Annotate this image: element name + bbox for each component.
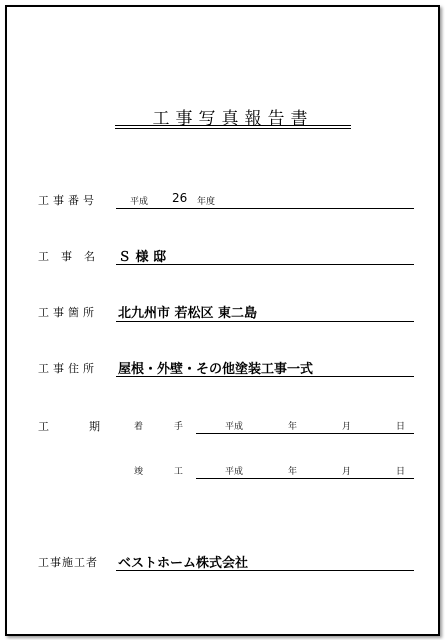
contractor-underline bbox=[116, 570, 414, 571]
construction-address-value: 屋根・外壁・その他塗装工事一式 bbox=[118, 362, 314, 377]
construction-location-underline bbox=[116, 321, 414, 322]
construction-number-label: 工事番号 bbox=[38, 194, 98, 207]
document-title: 工事写真報告書 bbox=[152, 109, 314, 129]
title-underline bbox=[115, 125, 351, 126]
period-start-underline bbox=[196, 433, 414, 434]
construction-location-label: 工事箇所 bbox=[38, 306, 98, 319]
period-start-era: 平成 bbox=[225, 422, 244, 432]
construction-number-year-suffix: 年度 bbox=[197, 197, 216, 207]
construction-number-underline bbox=[116, 208, 414, 209]
period-start-month-unit: 月 bbox=[342, 422, 352, 432]
construction-name-label: 工事名 bbox=[38, 250, 107, 263]
construction-period-label: 工期 bbox=[38, 420, 140, 433]
period-end-month-unit: 月 bbox=[342, 467, 352, 477]
title-underline-double bbox=[115, 128, 351, 129]
construction-number-era: 平成 bbox=[130, 197, 149, 207]
period-end-day-unit: 日 bbox=[396, 467, 406, 477]
construction-address-label: 工事住所 bbox=[38, 362, 98, 375]
period-end-label: 竣 工 bbox=[134, 467, 197, 477]
contractor-label: 工事施工者 bbox=[38, 556, 98, 569]
period-start-year-unit: 年 bbox=[288, 422, 298, 432]
construction-name-underline bbox=[116, 264, 414, 265]
construction-address-underline bbox=[116, 376, 414, 377]
construction-location-value: 北九州市 若松区 東二島 bbox=[118, 306, 258, 321]
period-start-day-unit: 日 bbox=[396, 422, 406, 432]
period-end-year-unit: 年 bbox=[288, 467, 298, 477]
period-end-era: 平成 bbox=[225, 467, 244, 477]
period-start-label: 着 手 bbox=[134, 422, 197, 432]
contractor-value: ベストホーム株式会社 bbox=[118, 556, 249, 571]
construction-number-year: 26 bbox=[172, 191, 188, 205]
construction-name-value: Ｓ 様 邸 bbox=[118, 250, 167, 265]
period-end-underline bbox=[196, 478, 414, 479]
